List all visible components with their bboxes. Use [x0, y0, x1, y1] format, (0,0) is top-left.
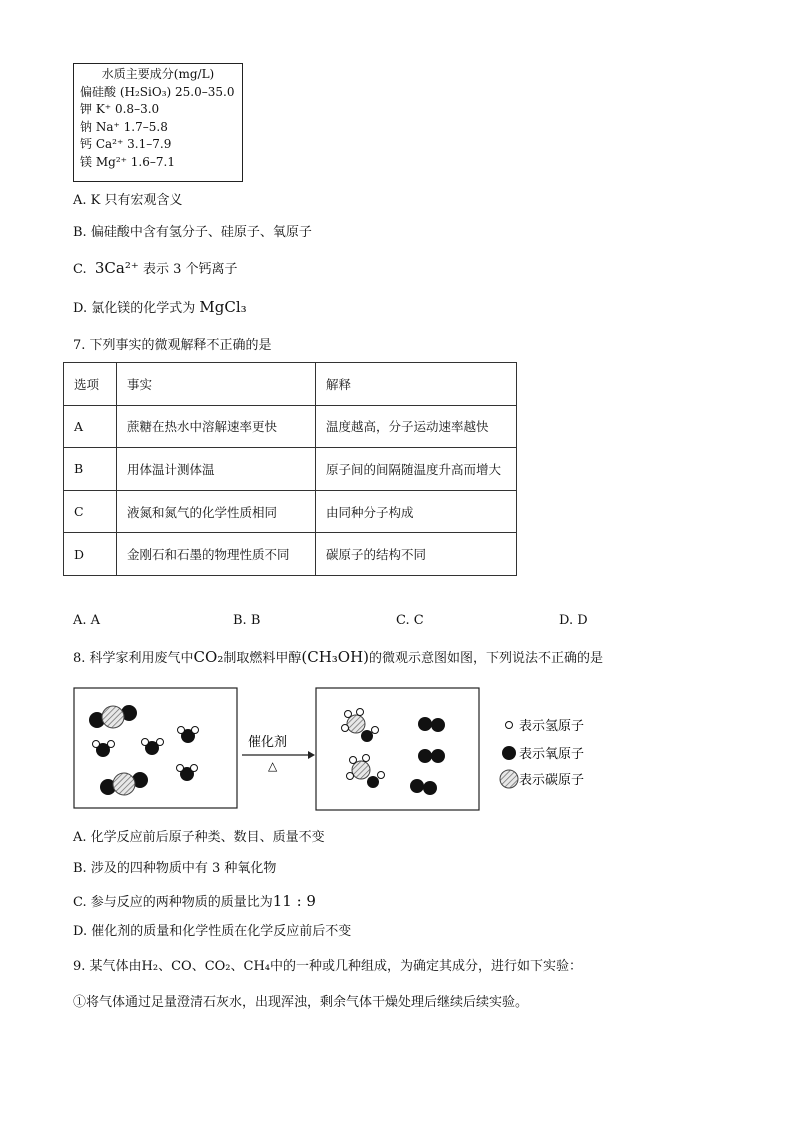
products-box: [316, 688, 479, 810]
q6-option-a: A. K 只有宏观含义: [73, 193, 183, 208]
table-row: [64, 490, 517, 533]
header-cell: 选项: [64, 363, 117, 406]
legend-carbon: [500, 770, 584, 788]
q6-option-b: B. 偏硅酸中含有氢分子、硅原子、氧原子: [73, 225, 312, 240]
table-cell: 蔗糖在热水中溶解速率更快: [117, 405, 316, 448]
table-cell: 由同种分子构成: [316, 490, 517, 533]
ch3oh-molecule: [347, 755, 385, 789]
water-row: 钾 K⁺ 0.8–3.0: [80, 102, 160, 116]
formula-mgcl3: MgCl₃: [199, 298, 247, 316]
table-cell: 金刚石和石墨的物理性质不同: [117, 533, 316, 576]
water-box-title: 水质主要成分(mg/L): [101, 67, 215, 81]
table-cell: 温度越高，分子运动速率越快: [316, 405, 517, 448]
q8-option-d: D. 催化剂的质量和化学性质在化学反应前后不变: [73, 924, 352, 939]
facts-table: [63, 362, 517, 576]
heat-symbol: △: [268, 759, 278, 773]
table-cell: 原子间的间隔随温度升高而增大: [316, 448, 517, 491]
q8-option-a: A. 化学反应前后原子种类、数目、质量不变: [73, 830, 325, 845]
table-cell: B: [64, 448, 117, 491]
q6-option-c: C. 3Ca²⁺ 表示 3 个钙离子: [73, 259, 238, 277]
header-cell: 解释: [316, 363, 517, 406]
svg-text:表示氧原子: 表示氧原子: [519, 747, 585, 762]
table-header-row: [64, 363, 517, 406]
water-row: 镁 Mg²⁺ 1.6–7.1: [80, 154, 175, 169]
o2-molecule: [418, 749, 445, 763]
table-row: [64, 533, 517, 576]
reaction-diagram: [70, 684, 630, 814]
header-cell: 事实: [117, 363, 316, 406]
water-row: 钙 Ca²⁺ 3.1–7.9: [80, 137, 172, 151]
q6-option-d: D. 氯化镁的化学式为 MgCl₃: [73, 298, 247, 316]
water-row: 偏硅酸 (H₂SiO₃) 25.0–35.0: [80, 84, 235, 99]
q8-option-c: C. 参与反应的两种物质的质量比为11 : 9: [73, 892, 316, 910]
q9-stem: 9. 某气体由H₂、CO、CO₂、CH₄中的一种或几种组成，为确定其成分，进行如下实验：: [73, 959, 582, 974]
h2o-molecule: [177, 765, 198, 782]
mass-ratio: 11 : 9: [272, 892, 316, 910]
table-cell: 碳原子的结构不同: [316, 533, 517, 576]
q7-stem: 7. 下列事实的微观解释不正确的是: [73, 338, 272, 353]
q8-stem: 8. 科学家利用废气中CO₂制取燃料甲醇(CH₃OH)的微观示意图如图，下列说法不正确的是: [73, 648, 604, 666]
svg-text:表示氢原子: 表示氢原子: [519, 719, 585, 734]
table-row: [64, 448, 517, 491]
table-cell: A: [64, 405, 117, 448]
table-cell: 用体温计测体温: [117, 448, 316, 491]
legend-hydrogen: [506, 719, 585, 734]
ch3oh-molecule: [342, 709, 379, 743]
table-cell: 液氮和氮气的化学性质相同: [117, 490, 316, 533]
table-cell: C: [64, 490, 117, 533]
q7-choice-b: B. B: [233, 613, 261, 628]
table-row: [64, 405, 517, 448]
h2o-molecule: [142, 739, 164, 756]
q7-choice-c: C. C: [396, 613, 424, 628]
svg-text:表示碳原子: 表示碳原子: [519, 773, 585, 788]
water-row: 钠 Na⁺ 1.7–5.8: [80, 119, 168, 134]
h2o-molecule: [93, 741, 115, 758]
o2-molecule: [418, 717, 445, 732]
q9-step-1: ①将气体通过足量澄清石灰水，出现浑浊，剩余气体干燥处理后继续后续实验。: [73, 995, 529, 1010]
q8-option-b: B. 涉及的四种物质中有 3 种氧化物: [73, 861, 277, 876]
o2-molecule: [410, 779, 437, 795]
co2-molecule: [100, 772, 148, 795]
q7-choice-d: D. D: [559, 613, 588, 628]
catalyst-label: 催化剂: [248, 735, 288, 750]
water-quality-box: [73, 63, 243, 182]
q7-choice-a: A. A: [73, 613, 101, 628]
co2-molecule: [89, 705, 137, 728]
formula-3ca: 3Ca²⁺: [94, 259, 139, 277]
legend-oxygen: [502, 746, 584, 762]
h2o-molecule: [178, 727, 199, 744]
table-cell: D: [64, 533, 117, 576]
